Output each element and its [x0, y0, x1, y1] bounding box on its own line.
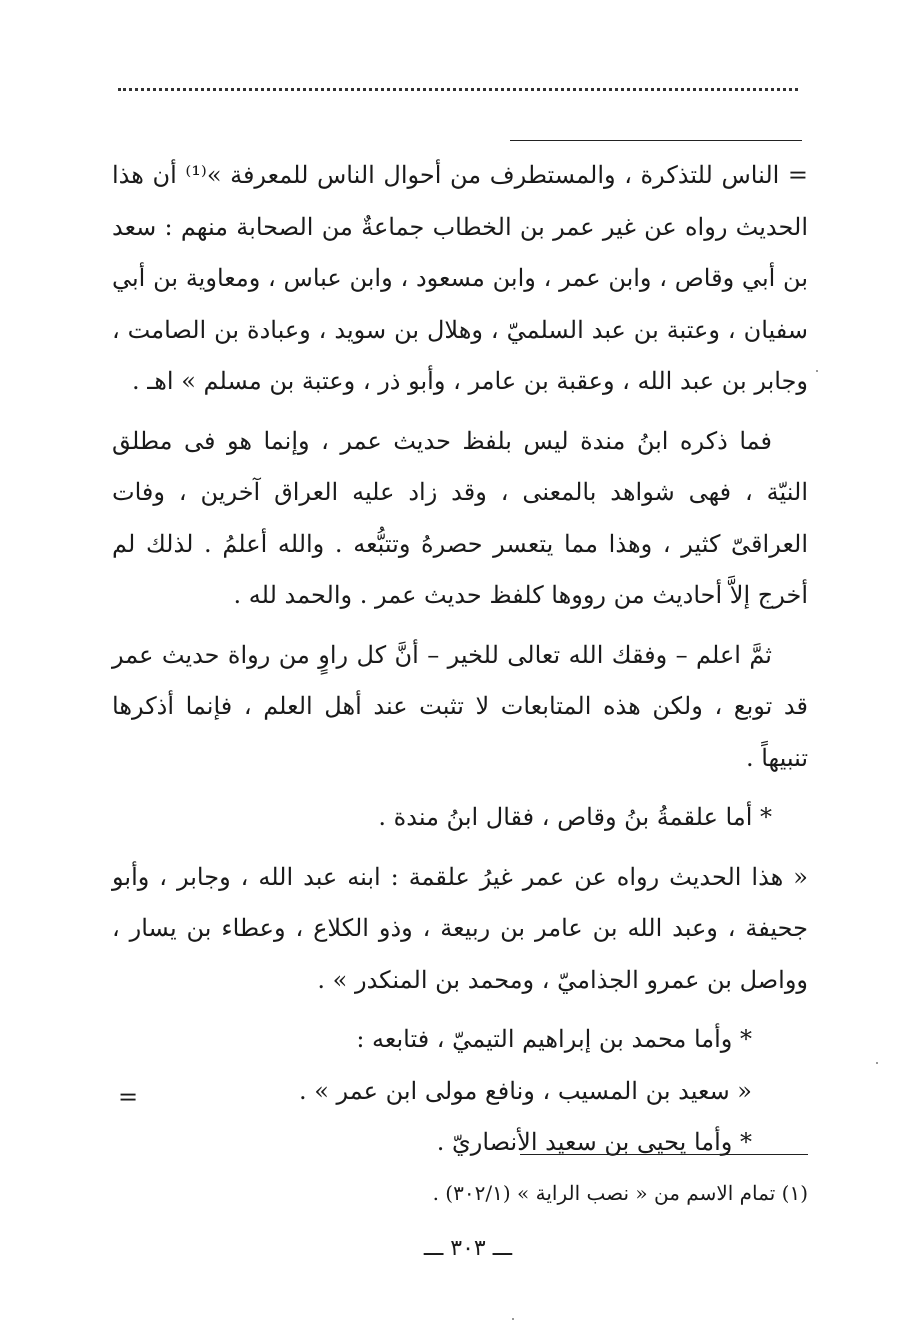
paragraph-4: * أما علقمةُ بنُ وقاص ، فقال ابنُ مندة . — [378, 803, 772, 831]
footnote: (١) تمام الاسم من « نصب الراية » (٣٠٢/١) . — [432, 1181, 808, 1205]
footnote-rule — [520, 1154, 808, 1155]
scan-speck — [816, 370, 818, 372]
scan-speck — [512, 1318, 514, 1320]
main-text-block — [112, 150, 808, 1169]
paragraph-1: = الناس للتذكرة ، والمستطرف من أحوال الناس للمعرفة »⁽¹⁾ أن هذا الحديث رواه عن غير عمر بن الخطاب جماعةٌ من الصحابة منهم : سعد بن أبي وقاص ، وابن عمر ، وابن مسعود ، وابن عباس ، ومعاوية بن أبي سفيان ، وعتبة بن عبد السلميّ ، وهلال بن سويد ، وعبادة بن الصامت ، وجابر بن عبد الله ، وعقبة بن عامر ، وأبو ذر ، وعتبة بن مسلم » اهـ . — [112, 161, 808, 395]
paragraph-5-quote: « هذا الحديث رواه عن عمر غيرُ علقمة : ابنه عبد الله ، وجابر ، وأبو جحيفة ، وعبد الله بن عامر بن ربيعة ، وذو الكلاع ، وعطاء بن يسار ، وواصل بن عمرو الجذاميّ ، ومحمد بن المنكدر » . — [112, 862, 808, 994]
header-dotted-rule — [118, 88, 798, 91]
paragraph-3: ثمَّ اعلم – وفقك الله تعالى للخير – أنَّ كل راوٍ من رواة حديث عمر قد توبع ، ولكن هذه المتابعات لا تثبت عند أهل العلم ، فإنما أذكرها تنبيهاً . — [112, 640, 809, 772]
continuation-equals-sign: = — [118, 1083, 139, 1111]
scan-speck — [876, 1062, 878, 1064]
paragraph-6: * وأما محمد بن إبراهيم التيميّ ، فتابعه : — [356, 1025, 752, 1053]
continuation-rule — [510, 140, 802, 141]
paragraph-2: فما ذكره ابنُ مندة ليس بلفظ حديث عمر ، وإنما هو فى مطلق النيّة ، فهى شواهد بالمعنى ، وقد زاد عليه العراق آخرين ، وفات العراقىّ كثير ، وهذا مما يتعسر حصرهُ وتتبُّعه . والله أعلمُ . لذلك لم أخرج إلاَّ أحاديث من رووها كلفظ حديث عمر . والحمد لله . — [112, 426, 808, 609]
paragraph-8: * وأما يحيى بن سعيد الأنصاريّ . — [436, 1128, 752, 1156]
page-number: ـــ ٣٠٣ ـــ — [423, 1236, 513, 1261]
paragraph-7-quote: « سعيد بن المسيب ، ونافع مولى ابن عمر » . — [298, 1076, 752, 1105]
